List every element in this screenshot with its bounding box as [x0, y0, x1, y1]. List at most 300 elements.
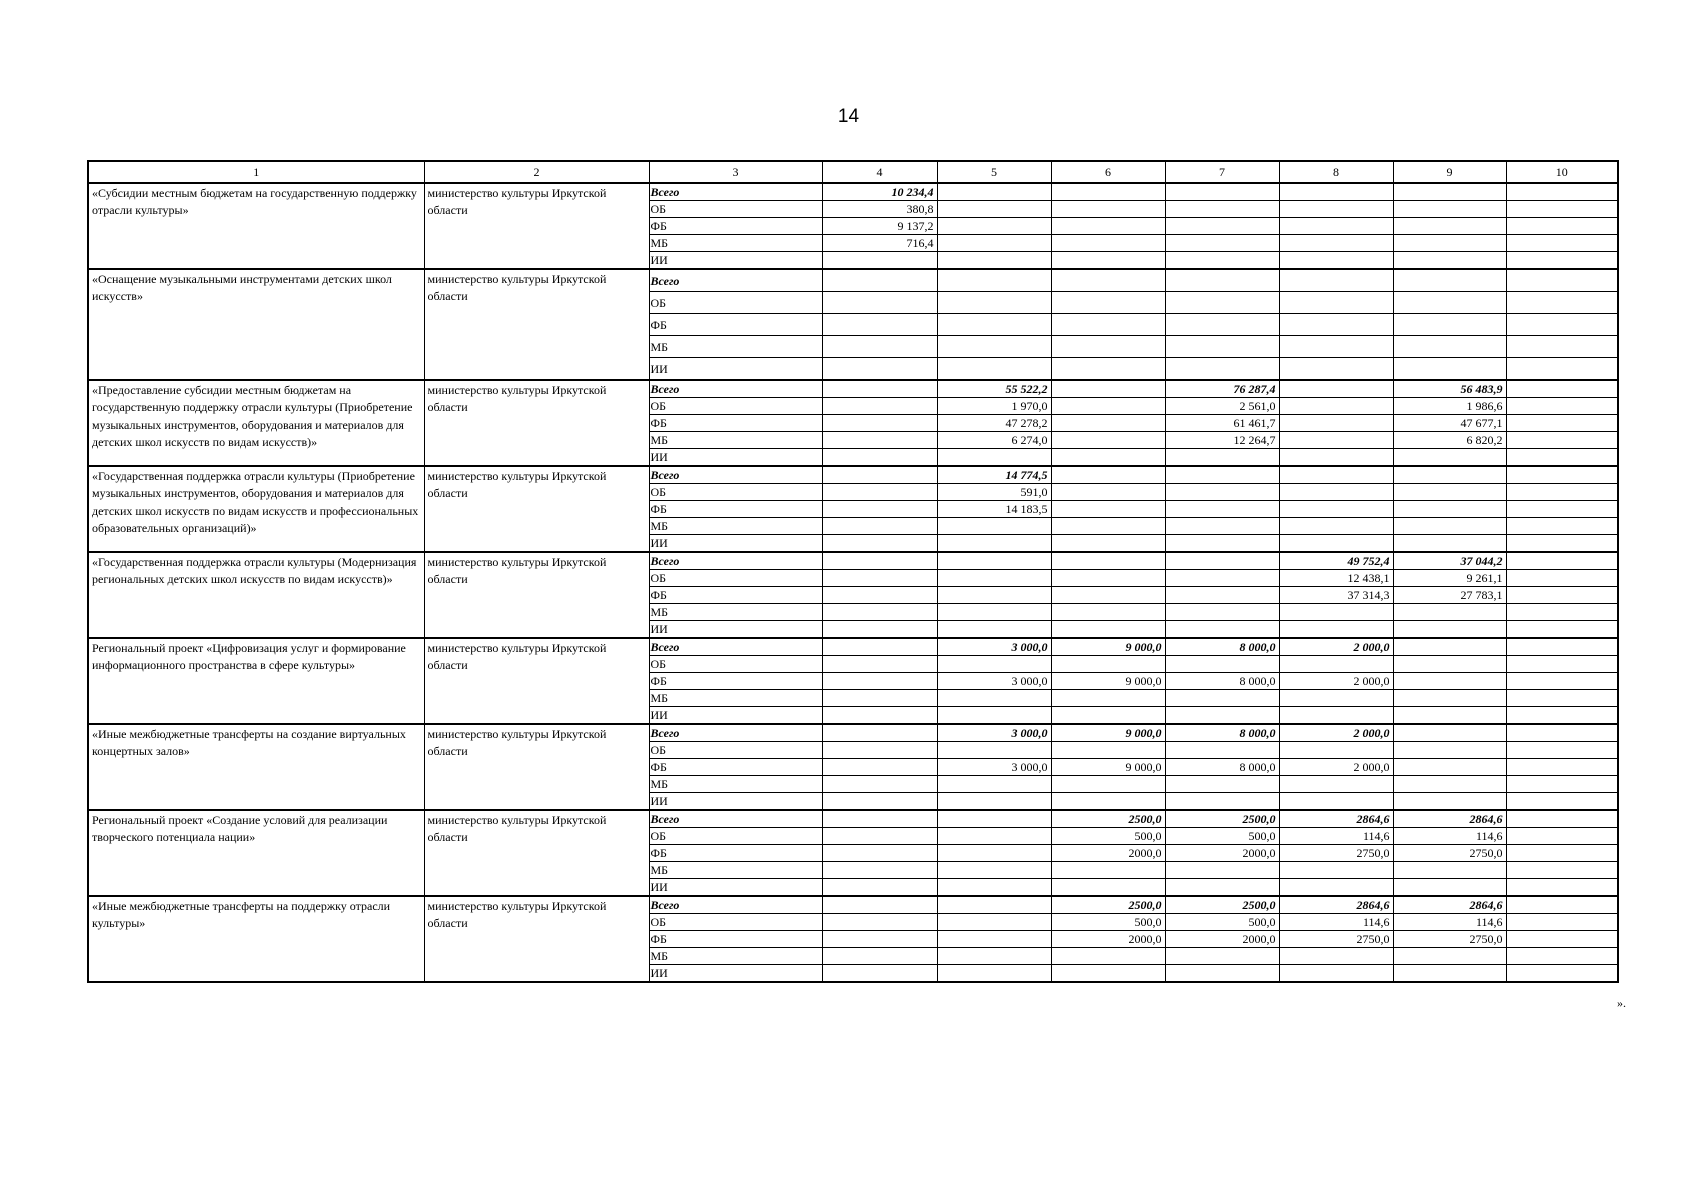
amount-cell: [1165, 707, 1279, 725]
amount-cell: [1393, 201, 1506, 218]
funding-source: ФБ: [649, 845, 822, 862]
amount-cell: 2500,0: [1051, 810, 1165, 828]
amount-cell: [937, 252, 1051, 270]
amount-cell: [822, 552, 937, 570]
funding-source: Всего: [649, 552, 822, 570]
amount-cell: [1051, 707, 1165, 725]
amount-cell: [1393, 518, 1506, 535]
amount-cell: [1051, 965, 1165, 983]
amount-cell: 6 274,0: [937, 432, 1051, 449]
amount-cell: [1506, 724, 1618, 742]
amount-cell: 2500,0: [1165, 896, 1279, 914]
funding-source: ОБ: [649, 742, 822, 759]
amount-cell: [1165, 535, 1279, 553]
amount-cell: [822, 810, 937, 828]
amount-cell: [1506, 432, 1618, 449]
amount-cell: 591,0: [937, 484, 1051, 501]
amount-cell: [1506, 845, 1618, 862]
amount-cell: 76 287,4: [1165, 380, 1279, 398]
funding-source: Всего: [649, 810, 822, 828]
amount-cell: [1506, 252, 1618, 270]
amount-cell: [1506, 604, 1618, 621]
amount-cell: [1165, 552, 1279, 570]
amount-cell: 61 461,7: [1165, 415, 1279, 432]
amount-cell: [822, 759, 937, 776]
amount-cell: [1506, 656, 1618, 673]
amount-cell: [1506, 742, 1618, 759]
amount-cell: [1393, 252, 1506, 270]
amount-cell: [1393, 269, 1506, 292]
amount-cell: [822, 862, 937, 879]
funding-source: ИИ: [649, 793, 822, 811]
amount-cell: [1279, 449, 1393, 467]
amount-cell: [1279, 742, 1393, 759]
amount-cell: [1165, 314, 1279, 336]
header-row: [88, 161, 1618, 183]
column-header: 3: [649, 161, 822, 183]
amount-cell: 3 000,0: [937, 638, 1051, 656]
amount-cell: 2000,0: [1051, 845, 1165, 862]
amount-cell: [822, 931, 937, 948]
amount-cell: [1393, 776, 1506, 793]
funding-source: ИИ: [649, 449, 822, 467]
responsible-executor: министерство культуры Иркутской области: [424, 810, 649, 896]
amount-cell: [1051, 862, 1165, 879]
amount-cell: [1506, 948, 1618, 965]
amount-cell: [1506, 235, 1618, 252]
amount-cell: 500,0: [1051, 914, 1165, 931]
amount-cell: [937, 914, 1051, 931]
funding-source: ОБ: [649, 292, 822, 314]
amount-cell: 37 044,2: [1393, 552, 1506, 570]
column-header: 10: [1506, 161, 1618, 183]
amount-cell: [1506, 269, 1618, 292]
amount-cell: [822, 449, 937, 467]
amount-cell: [937, 810, 1051, 828]
amount-cell: [822, 965, 937, 983]
amount-cell: 9 000,0: [1051, 673, 1165, 690]
measure-name: «Оснащение музыкальными инструментами детских школ искусств»: [88, 269, 424, 380]
amount-cell: [1051, 449, 1165, 467]
amount-cell: 2 000,0: [1279, 759, 1393, 776]
amount-cell: [1165, 252, 1279, 270]
funding-source: МБ: [649, 948, 822, 965]
amount-cell: [1506, 879, 1618, 897]
amount-cell: [822, 380, 937, 398]
amount-cell: [1279, 336, 1393, 358]
amount-cell: [1051, 415, 1165, 432]
amount-cell: [822, 415, 937, 432]
amount-cell: [1393, 759, 1506, 776]
amount-cell: [1506, 380, 1618, 398]
amount-cell: [1506, 828, 1618, 845]
closing-quote-mark: ».: [1617, 996, 1626, 1010]
amount-cell: 500,0: [1165, 914, 1279, 931]
amount-cell: [1051, 742, 1165, 759]
funding-source: ФБ: [649, 759, 822, 776]
amount-cell: [1279, 501, 1393, 518]
amount-cell: [937, 862, 1051, 879]
funding-source: ИИ: [649, 965, 822, 983]
amount-cell: 2500,0: [1165, 810, 1279, 828]
amount-cell: [1393, 690, 1506, 707]
funding-source: МБ: [649, 518, 822, 535]
funding-source: МБ: [649, 862, 822, 879]
column-header: 2: [424, 161, 649, 183]
amount-cell: [1051, 948, 1165, 965]
amount-cell: [822, 896, 937, 914]
amount-cell: [1393, 638, 1506, 656]
amount-cell: [937, 931, 1051, 948]
amount-cell: [1506, 466, 1618, 484]
amount-cell: [1506, 501, 1618, 518]
amount-cell: [1279, 707, 1393, 725]
amount-cell: [1506, 931, 1618, 948]
amount-cell: [1051, 793, 1165, 811]
responsible-executor: министерство культуры Иркутской области: [424, 896, 649, 982]
amount-cell: [1279, 466, 1393, 484]
amount-cell: 6 820,2: [1393, 432, 1506, 449]
amount-cell: [1051, 501, 1165, 518]
amount-cell: [822, 358, 937, 381]
amount-cell: [937, 201, 1051, 218]
amount-cell: 1 986,6: [1393, 398, 1506, 415]
amount-cell: [1393, 673, 1506, 690]
funding-source: ОБ: [649, 484, 822, 501]
amount-cell: [937, 292, 1051, 314]
amount-cell: [1051, 358, 1165, 381]
amount-cell: [1165, 269, 1279, 292]
amount-cell: [1051, 484, 1165, 501]
amount-cell: [1279, 252, 1393, 270]
amount-cell: [1506, 535, 1618, 553]
amount-cell: [1165, 656, 1279, 673]
funding-source: Всего: [649, 380, 822, 398]
amount-cell: [937, 518, 1051, 535]
amount-cell: [1051, 269, 1165, 292]
amount-cell: [1051, 380, 1165, 398]
amount-cell: [1279, 604, 1393, 621]
amount-cell: [1165, 484, 1279, 501]
amount-cell: [1506, 690, 1618, 707]
funding-source: ИИ: [649, 535, 822, 553]
amount-cell: [937, 896, 1051, 914]
amount-cell: [822, 587, 937, 604]
amount-cell: [1393, 948, 1506, 965]
amount-cell: [1051, 252, 1165, 270]
amount-cell: [822, 673, 937, 690]
amount-cell: [822, 535, 937, 553]
amount-cell: 2750,0: [1393, 845, 1506, 862]
responsible-executor: министерство культуры Иркутской области: [424, 380, 649, 466]
amount-cell: [1051, 432, 1165, 449]
funding-source: ФБ: [649, 587, 822, 604]
measure-name: «Иные межбюджетные трансферты на поддержку отрасли культуры»: [88, 896, 424, 982]
amount-cell: [1165, 235, 1279, 252]
amount-cell: [1165, 292, 1279, 314]
funding-source: МБ: [649, 776, 822, 793]
amount-cell: 3 000,0: [937, 673, 1051, 690]
amount-cell: [1051, 621, 1165, 639]
amount-cell: [1279, 535, 1393, 553]
amount-cell: [822, 432, 937, 449]
amount-cell: 114,6: [1279, 914, 1393, 931]
amount-cell: [1165, 862, 1279, 879]
amount-cell: [1393, 449, 1506, 467]
amount-cell: [1165, 183, 1279, 201]
amount-cell: [1393, 358, 1506, 381]
amount-cell: [1165, 501, 1279, 518]
amount-cell: [1165, 793, 1279, 811]
measure-name: «Государственная поддержка отрасли культуры (Модернизация региональных детских школ искусств по видам искусств)»: [88, 552, 424, 638]
amount-cell: [822, 914, 937, 931]
amount-cell: 9 137,2: [822, 218, 937, 235]
amount-cell: [1393, 862, 1506, 879]
amount-cell: [1051, 776, 1165, 793]
measure-name: Региональный проект «Цифровизация услуг и формирование информационного пространства в сфере культуры»: [88, 638, 424, 724]
amount-cell: [1051, 466, 1165, 484]
amount-cell: [822, 638, 937, 656]
amount-cell: 37 314,3: [1279, 587, 1393, 604]
amount-cell: [1279, 879, 1393, 897]
amount-cell: [822, 742, 937, 759]
amount-cell: 9 261,1: [1393, 570, 1506, 587]
measure-name: Региональный проект «Создание условий для реализации творческого потенциала нации»: [88, 810, 424, 896]
amount-cell: [822, 879, 937, 897]
amount-cell: [822, 252, 937, 270]
funding-source: ОБ: [649, 914, 822, 931]
responsible-executor: министерство культуры Иркутской области: [424, 183, 649, 269]
amount-cell: 2000,0: [1051, 931, 1165, 948]
amount-cell: [1393, 314, 1506, 336]
amount-cell: [1393, 604, 1506, 621]
amount-cell: [1279, 948, 1393, 965]
amount-cell: 12 264,7: [1165, 432, 1279, 449]
amount-cell: [822, 690, 937, 707]
funding-source: ФБ: [649, 931, 822, 948]
amount-cell: [1506, 183, 1618, 201]
amount-cell: [1165, 518, 1279, 535]
amount-cell: [1393, 793, 1506, 811]
amount-cell: [1051, 587, 1165, 604]
column-header: 4: [822, 161, 937, 183]
amount-cell: [937, 707, 1051, 725]
amount-cell: [1165, 449, 1279, 467]
amount-cell: [1165, 948, 1279, 965]
amount-cell: [1051, 218, 1165, 235]
amount-cell: [937, 965, 1051, 983]
amount-cell: [1051, 235, 1165, 252]
amount-cell: [937, 879, 1051, 897]
amount-cell: [937, 948, 1051, 965]
measure-name: «Предоставление субсидии местным бюджетам на государственную поддержку отрасли культуры (Приобретение музыкальных инструментов, оборудования и материалов для детских школ искусств по видам искусств)»: [88, 380, 424, 466]
amount-cell: [1393, 292, 1506, 314]
table-row: [88, 638, 1618, 656]
amount-cell: [1279, 518, 1393, 535]
amount-cell: [1506, 449, 1618, 467]
amount-cell: 55 522,2: [937, 380, 1051, 398]
measure-name: «Государственная поддержка отрасли культуры (Приобретение музыкальных инструментов, оборудования и материалов для детских школ искусств по видам искусств и профессиональных образовательных организаций)»: [88, 466, 424, 552]
amount-cell: [1506, 314, 1618, 336]
amount-cell: 2 000,0: [1279, 724, 1393, 742]
amount-cell: [1165, 570, 1279, 587]
amount-cell: [1506, 707, 1618, 725]
amount-cell: [1165, 690, 1279, 707]
funding-source: МБ: [649, 604, 822, 621]
responsible-executor: министерство культуры Иркутской области: [424, 466, 649, 552]
amount-cell: [937, 218, 1051, 235]
amount-cell: [1506, 415, 1618, 432]
table-row: [88, 896, 1618, 914]
funding-source: Всего: [649, 183, 822, 201]
amount-cell: [937, 656, 1051, 673]
amount-cell: [1393, 724, 1506, 742]
table-row: [88, 552, 1618, 570]
table-row: [88, 724, 1618, 742]
amount-cell: [1165, 879, 1279, 897]
amount-cell: [822, 948, 937, 965]
responsible-executor: министерство культуры Иркутской области: [424, 269, 649, 380]
amount-cell: [822, 501, 937, 518]
amount-cell: 2750,0: [1393, 931, 1506, 948]
amount-cell: [822, 269, 937, 292]
budget-table: [87, 160, 1619, 983]
amount-cell: [822, 845, 937, 862]
amount-cell: [1051, 604, 1165, 621]
amount-cell: [1393, 218, 1506, 235]
funding-source: ИИ: [649, 879, 822, 897]
amount-cell: [1279, 432, 1393, 449]
amount-cell: [1051, 535, 1165, 553]
amount-cell: 500,0: [1165, 828, 1279, 845]
amount-cell: [822, 828, 937, 845]
funding-source: ФБ: [649, 314, 822, 336]
amount-cell: 14 774,5: [937, 466, 1051, 484]
amount-cell: 500,0: [1051, 828, 1165, 845]
amount-cell: [1393, 621, 1506, 639]
amount-cell: [1506, 810, 1618, 828]
amount-cell: [1165, 587, 1279, 604]
amount-cell: [937, 587, 1051, 604]
amount-cell: [937, 570, 1051, 587]
amount-cell: 2864,6: [1393, 896, 1506, 914]
responsible-executor: министерство культуры Иркутской области: [424, 552, 649, 638]
funding-source: Всего: [649, 269, 822, 292]
amount-cell: [1165, 201, 1279, 218]
amount-cell: [1279, 690, 1393, 707]
amount-cell: [822, 314, 937, 336]
funding-source: МБ: [649, 432, 822, 449]
table-row: [88, 380, 1618, 398]
amount-cell: [937, 314, 1051, 336]
amount-cell: [1051, 201, 1165, 218]
amount-cell: [1165, 358, 1279, 381]
amount-cell: 8 000,0: [1165, 638, 1279, 656]
amount-cell: 2750,0: [1279, 845, 1393, 862]
amount-cell: 2 000,0: [1279, 673, 1393, 690]
amount-cell: 2864,6: [1279, 896, 1393, 914]
measure-name: «Субсидии местным бюджетам на государственную поддержку отрасли культуры»: [88, 183, 424, 269]
amount-cell: [1165, 466, 1279, 484]
amount-cell: [1279, 183, 1393, 201]
amount-cell: 9 000,0: [1051, 638, 1165, 656]
funding-source: Всего: [649, 724, 822, 742]
amount-cell: [1506, 518, 1618, 535]
amount-cell: [937, 742, 1051, 759]
amount-cell: [1506, 965, 1618, 983]
amount-cell: [1393, 466, 1506, 484]
amount-cell: [1051, 314, 1165, 336]
column-header: 1: [88, 161, 424, 183]
amount-cell: [822, 518, 937, 535]
amount-cell: [1506, 292, 1618, 314]
amount-cell: 2864,6: [1393, 810, 1506, 828]
amount-cell: [937, 183, 1051, 201]
amount-cell: [937, 621, 1051, 639]
amount-cell: [822, 336, 937, 358]
column-header: 5: [937, 161, 1051, 183]
amount-cell: 2 561,0: [1165, 398, 1279, 415]
responsible-executor: министерство культуры Иркутской области: [424, 724, 649, 810]
amount-cell: [1506, 218, 1618, 235]
amount-cell: [1279, 793, 1393, 811]
amount-cell: [1165, 776, 1279, 793]
amount-cell: [1506, 336, 1618, 358]
amount-cell: [1393, 879, 1506, 897]
amount-cell: [1506, 398, 1618, 415]
amount-cell: 2864,6: [1279, 810, 1393, 828]
amount-cell: 8 000,0: [1165, 673, 1279, 690]
amount-cell: [1279, 398, 1393, 415]
amount-cell: [1165, 965, 1279, 983]
funding-source: ИИ: [649, 252, 822, 270]
table-row: [88, 183, 1618, 201]
funding-source: ОБ: [649, 828, 822, 845]
amount-cell: [1393, 656, 1506, 673]
amount-cell: [822, 707, 937, 725]
amount-cell: [1165, 604, 1279, 621]
funding-source: ФБ: [649, 673, 822, 690]
table-body: [88, 183, 1618, 982]
column-header: 6: [1051, 161, 1165, 183]
amount-cell: [937, 793, 1051, 811]
funding-source: ФБ: [649, 218, 822, 235]
amount-cell: 2500,0: [1051, 896, 1165, 914]
amount-cell: [1506, 201, 1618, 218]
amount-cell: [937, 690, 1051, 707]
amount-cell: [1279, 965, 1393, 983]
amount-cell: [1393, 235, 1506, 252]
amount-cell: 114,6: [1393, 828, 1506, 845]
table-row: [88, 466, 1618, 484]
amount-cell: [1506, 896, 1618, 914]
column-header: 8: [1279, 161, 1393, 183]
amount-cell: [822, 724, 937, 742]
amount-cell: [937, 535, 1051, 553]
amount-cell: [1506, 862, 1618, 879]
amount-cell: [1393, 501, 1506, 518]
amount-cell: [1279, 862, 1393, 879]
funding-source: ИИ: [649, 621, 822, 639]
amount-cell: [1279, 235, 1393, 252]
amount-cell: [1279, 776, 1393, 793]
amount-cell: [937, 449, 1051, 467]
column-header: 7: [1165, 161, 1279, 183]
funding-source: МБ: [649, 336, 822, 358]
amount-cell: [822, 466, 937, 484]
amount-cell: [1279, 415, 1393, 432]
amount-cell: [1393, 336, 1506, 358]
